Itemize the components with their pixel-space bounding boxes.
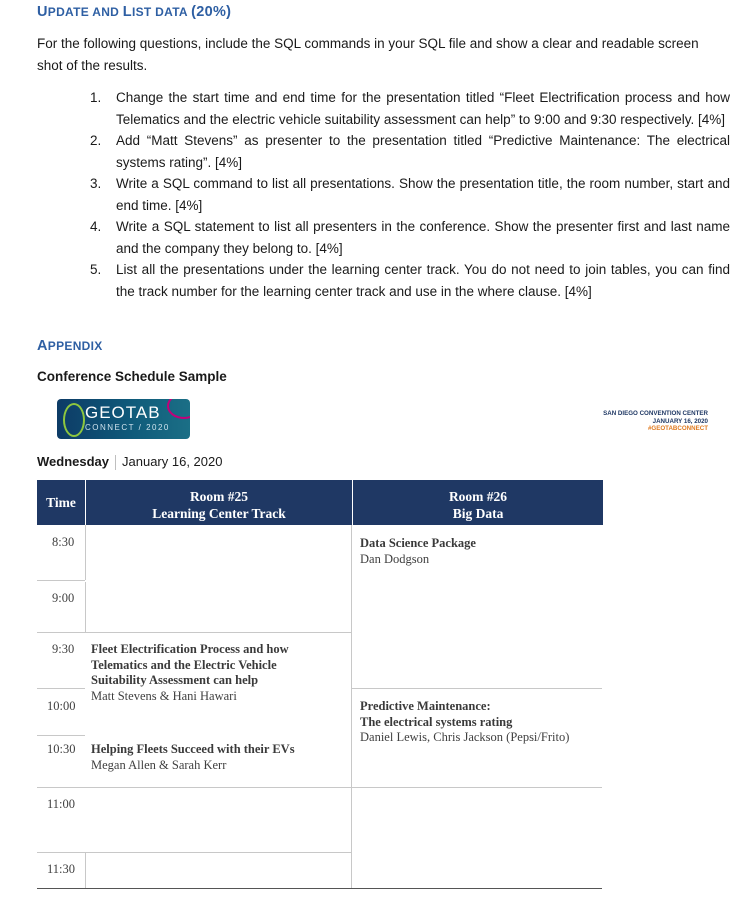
- date-divider: [115, 455, 116, 470]
- session-helping-fleets: [91, 742, 295, 773]
- room-26-name: Room #26: [448, 489, 508, 504]
- time-divider: [85, 582, 86, 632]
- row-divider: [37, 580, 85, 581]
- date-full: January 16, 2020: [122, 454, 223, 469]
- session-title: Data Science Package: [360, 536, 476, 550]
- time-slot: 11:30: [47, 862, 76, 876]
- room-25-name: Room #25: [189, 489, 249, 504]
- schedule-date: [37, 454, 222, 470]
- session-title: Helping Fleets Succeed with their EVs: [91, 742, 295, 756]
- question-item: 2. Add “Matt Stevens” as presenter to the presentation titled “Predictive Maintenance: The electrical systems rating”. [4%]: [90, 133, 730, 170]
- venue-hashtag: #GEOTABCONNECT: [647, 425, 708, 432]
- time-slot: 9:30: [52, 642, 75, 656]
- row-divider: [37, 735, 85, 736]
- time-slot: 10:00: [47, 699, 76, 713]
- logo-arc-icon: [167, 399, 190, 419]
- schedule-title: Conference Schedule Sample: [37, 369, 227, 384]
- venue-name: SAN DIEGO CONVENTION CENTER: [603, 410, 708, 417]
- session-presenters: Dan Dodgson: [360, 551, 430, 566]
- section-heading: UPDATE AND LIST DATA (20%): [37, 4, 232, 20]
- room-25-header: [85, 480, 352, 525]
- session-title: Suitability Assessment can help: [91, 673, 259, 687]
- row-divider: [37, 787, 602, 788]
- session-presenters: Matt Stevens & Hani Hawari: [91, 688, 237, 703]
- logo-subtitle: CONNECT / 2020: [85, 423, 170, 432]
- date-day: Wednesday: [37, 454, 110, 469]
- session-title: The electrical systems rating: [360, 714, 513, 729]
- intro-paragraph: For the following questions, include the SQL commands in your SQL file and show a clear and readable screen shot of the results.: [37, 36, 699, 73]
- logo-ring-icon: [63, 403, 85, 437]
- time-slot: 11:00: [47, 797, 76, 811]
- room-25-track: Learning Center Track: [152, 506, 286, 521]
- room-26-track: Big Data: [452, 506, 504, 521]
- session-presenters: Megan Allen & Sarah Kerr: [91, 757, 227, 772]
- time-divider: [85, 853, 86, 889]
- column-divider: [351, 525, 352, 889]
- table-bottom-border: [37, 888, 602, 889]
- session-presenters: Daniel Lewis, Chris Jackson (Pepsi/Frito): [360, 730, 570, 744]
- time-column-header: Time: [37, 480, 85, 525]
- question-item: 4. Write a SQL statement to list all presenters in the conference. Show the presenter first and last name and the company they belong to. [4%]: [90, 219, 730, 256]
- row-divider: [352, 688, 602, 689]
- session-title: Telematics and the Electric Vehicle: [91, 657, 277, 672]
- time-slot: 9:00: [52, 591, 75, 605]
- question-item: 5. List all the presentations under the learning center track. You do not need to join tables, you can find the track number for the learning center track and use in the where clause. [4%]: [90, 262, 730, 299]
- geotab-logo: [57, 399, 190, 439]
- row-divider: [37, 632, 352, 633]
- session-fleet-electrification: [91, 642, 289, 704]
- session-predictive-maintenance: [360, 699, 569, 746]
- room-26-header: [352, 480, 603, 525]
- row-divider: [37, 852, 352, 853]
- question-item: 1. Change the start time and end time for the presentation titled “Fleet Electrification process and how Telematics and the electric vehicle suitability assessment can help” to 9:00 and 9:30 respectively. [4%]: [90, 90, 730, 127]
- session-title: Predictive Maintenance:: [360, 699, 491, 713]
- logo-wordmark: GEOTAB: [85, 403, 161, 422]
- appendix-heading: APPENDIX: [37, 338, 103, 354]
- session-data-science: [360, 536, 476, 567]
- row-divider: [37, 688, 85, 689]
- question-item: 3. Write a SQL command to list all presentations. Show the presentation title, the room number, start and end time. [4%]: [90, 176, 730, 213]
- venue-info: [560, 410, 708, 433]
- time-divider: [85, 525, 86, 580]
- time-slot: 10:30: [47, 742, 76, 756]
- venue-date: JANUARY 16, 2020: [652, 417, 708, 425]
- session-title: Fleet Electrification Process and how: [91, 642, 289, 656]
- question-list: [86, 87, 730, 302]
- time-slot: 8:30: [52, 535, 75, 549]
